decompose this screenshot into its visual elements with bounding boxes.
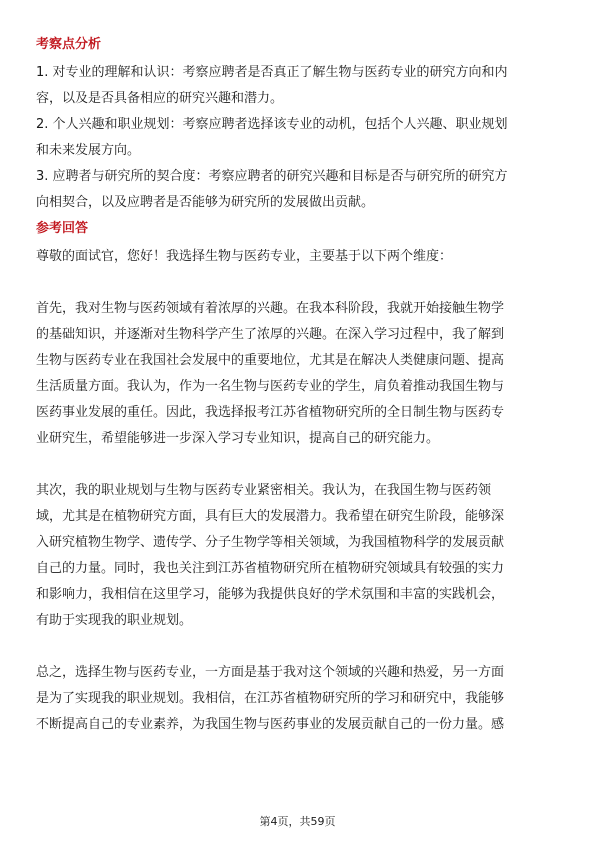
paragraph-line: 首先，我对生物与医药领域有着浓厚的兴趣。在我本科阶段，我就开始接触生物学 [36, 301, 505, 316]
paragraph-line: 医药事业发展的重任。因此，我选择报考江苏省植物研究所的全日制生物与医药专 [36, 405, 505, 420]
paragraph-line: 的基础知识，并逐渐对生物科学产生了浓厚的兴趣。在深入学习过程中，我了解到 [36, 327, 505, 342]
analysis-line: 容，以及是否具备相应的研究兴趣和潜力。 [36, 91, 284, 106]
document-page [36, 36, 559, 738]
paragraph-line: 入研究植物生物学、遗传学、分子生物学等相关领域，为我国植物科学的发展贡献 [36, 535, 505, 550]
paragraph-line: 不断提高自己的专业素养，为我国生物与医药事业的发展贡献自己的一份力量。感 [36, 717, 505, 732]
paragraph-line: 总之，选择生物与医药专业，一方面是基于我对这个领域的兴趣和热爱，另一方面 [36, 665, 505, 680]
paragraph-line: 域，尤其是在植物研究方面，具有巨大的发展潜力。我希望在研究生阶段，能够深 [36, 509, 505, 524]
analysis-line: 2. 个人兴趣和职业规划：考察应聘者选择该专业的动机，包括个人兴趣、职业规划 [36, 117, 508, 132]
analysis-line: 1. 对专业的理解和认识：考察应聘者是否真正了解生物与医药专业的研究方向和内 [36, 65, 508, 80]
answer-greeting: 尊敬的面试官，您好！我选择生物与医药专业，主要基于以下两个维度： [36, 249, 453, 264]
analysis-line: 和未来发展方向。 [36, 143, 141, 158]
paragraph-line: 其次，我的职业规划与生物与医药专业紧密相关。我认为，在我国生物与医药领 [36, 483, 492, 498]
analysis-line: 向相契合，以及应聘者是否能够为研究所的发展做出贡献。 [36, 195, 375, 210]
answer-heading: 参考回答 [36, 221, 89, 236]
answer-body [36, 244, 559, 738]
analysis-line: 3. 应聘者与研究所的契合度：考察应聘者的研究兴趣和目标是否与研究所的研究方 [36, 169, 508, 184]
paragraph-line: 自己的力量。同时，我也关注到江苏省植物研究所在植物研究领域具有较强的实力 [36, 561, 505, 576]
paragraph-line: 和影响力，我相信在这里学习，能够为我提供良好的学术氛围和丰富的实践机会， [36, 587, 505, 602]
paragraph-line: 生活质量方面。我认为，作为一名生物与医药专业的学生，肩负着推动我国生物与 [36, 379, 505, 394]
paragraph-line: 是为了实现我的职业规划。我相信，在江苏省植物研究所的学习和研究中，我能够 [36, 691, 505, 706]
paragraph-line: 业研究生，希望能够进一步深入学习专业知识，提高自己的研究能力。 [36, 431, 440, 446]
paragraph-line: 生物与医药专业在我国社会发展中的重要地位，尤其是在解决人类健康问题、提高 [36, 353, 505, 368]
analysis-body [36, 60, 559, 216]
analysis-heading: 考察点分析 [36, 37, 102, 52]
paragraph-line: 有助于实现我的职业规划。 [36, 613, 193, 628]
page-number: 第4页，共59页 [259, 815, 336, 828]
